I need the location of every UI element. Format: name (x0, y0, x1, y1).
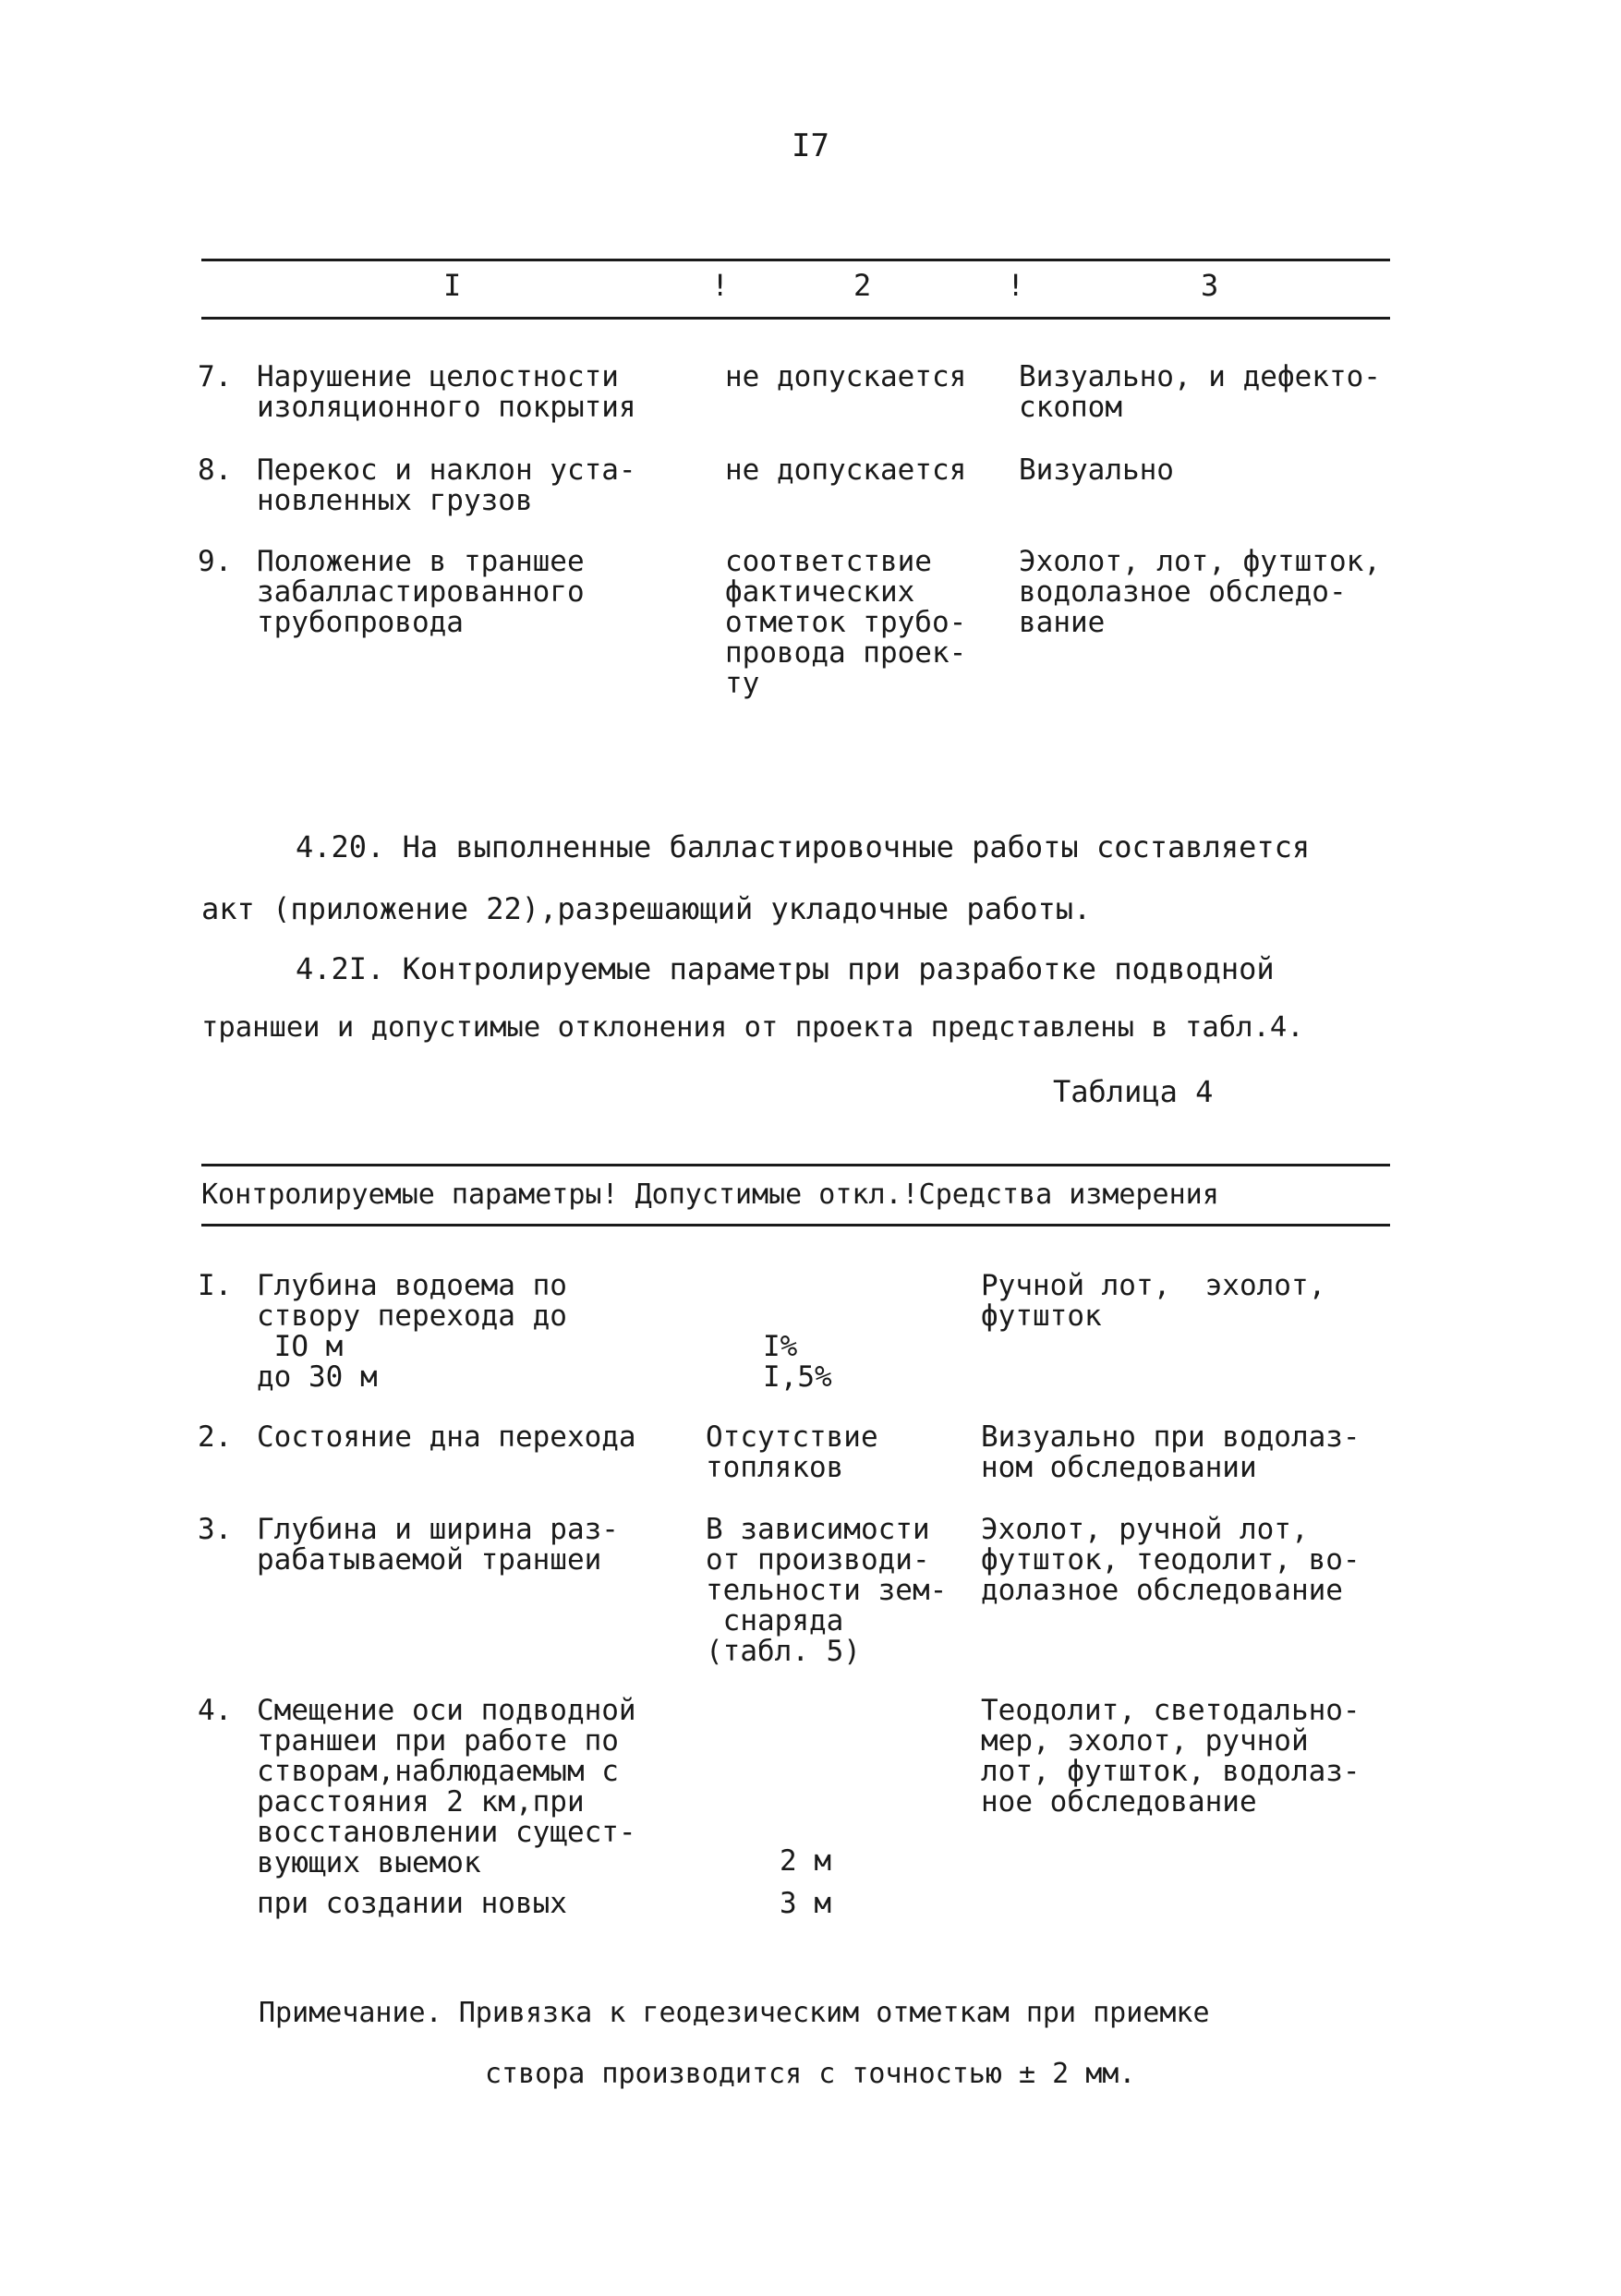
table1-row7-num: 7. (198, 360, 233, 393)
table1-row8-value: не допускается (725, 453, 967, 487)
table4-row2-value: Отсутствие топляков (706, 1420, 878, 1484)
table4-row2-num: 2. (198, 1420, 233, 1454)
table4-row1-num: I. (198, 1269, 233, 1302)
table1-header-sep1: ! (711, 268, 730, 303)
table4-row4-means: Теодолит, светодально- мер, эхолот, ручной лот, футшток, водолаз- ное обследование (981, 1694, 1361, 1819)
table4-row4-num: 4. (198, 1694, 233, 1727)
table1-row9-param: Положение в траншее забалластированного трубопровода (257, 545, 585, 639)
table1-row8-means: Визуально (1019, 453, 1174, 487)
table1-row8-param: Перекос и наклон уста- новленных грузов (257, 453, 636, 517)
table1-header-col2: 2 (853, 268, 872, 303)
table4-header: Контролируемые параметры! Допустимые откл.!Средства измерения (201, 1178, 1219, 1211)
table1-row9-value: соответствие фактических отметок трубо- провода проек- ту (725, 545, 967, 700)
table4-row3-param: Глубина и ширина раз- рабатываемой траншеи (257, 1513, 619, 1577)
table1-top-rule (201, 259, 1390, 261)
table4-row4-value: 2 м (780, 1844, 831, 1878)
table1-header-col3: 3 (1201, 268, 1219, 303)
table1-row8-num: 8. (198, 453, 233, 487)
table1-row9-means: Эхолот, лот, футшток, водолазное обследо- вание (1019, 545, 1381, 639)
table1-row7-param: Нарушение целостности изоляционного покрытия (257, 360, 636, 424)
paragraph-4-20-line2: акт (приложение 22),разрешающий укладочные работы. (201, 891, 1092, 926)
table4-row5-param: при создании новых (257, 1887, 567, 1920)
paragraph-4-21-line1: 4.2I. Контролируемые параметры при разработке подводной (296, 951, 1275, 986)
table4-row1-param: Глубина водоема по створу перехода до IO м до 30 м (257, 1269, 567, 1394)
page-number: I7 (792, 127, 829, 164)
paragraph-4-21-line2: траншеи и допустимые отклонения от проекта представлены в табл.4. (201, 1011, 1304, 1044)
table4-row2-param: Состояние дна перехода (257, 1420, 636, 1454)
table4-row5-value: 3 м (780, 1887, 831, 1920)
table1-header-sep2: ! (1007, 268, 1025, 303)
table4-row3-means: Эхолот, ручной лот, футшток, теодолит, во- долазное обследование (981, 1513, 1361, 1607)
table4-row1-means: Ручной лот, эхолот, футшток (981, 1269, 1326, 1333)
paragraph-4-20-line1: 4.20. На выполненные балластировочные работы составляется (296, 829, 1311, 864)
table4-row3-value: В зависимости от производи- тельности зем- снаряда (табл. 5) (706, 1513, 948, 1668)
note-line1: Примечание. Привязка к геодезическим отметкам при приемке (259, 1997, 1210, 2029)
table4-row1-value: I% I,5% (763, 1330, 832, 1394)
table4-row3-num: 3. (198, 1513, 233, 1546)
table4-row4-param: Смещение оси подводной траншеи при работе по створам,наблюдаемым с расстояния 2 км,при восстановлении сущест- вующих выемок (257, 1694, 636, 1879)
table1-row7-means: Визуально, и дефекто- скопом (1019, 360, 1381, 424)
note-line2: створа производится с точностью ± 2 мм. (485, 2058, 1136, 2090)
table1-header-rule (201, 317, 1390, 320)
table4-top-rule (201, 1164, 1390, 1166)
table4-caption: Таблица 4 (1053, 1074, 1214, 1109)
table4-row2-means: Визуально при водолаз- ном обследовании (981, 1420, 1361, 1484)
table1-row9-num: 9. (198, 545, 233, 578)
table1-row7-value: не допускается (725, 360, 967, 393)
table4-header-rule (201, 1224, 1390, 1227)
table1-header-col1: I (443, 268, 462, 303)
